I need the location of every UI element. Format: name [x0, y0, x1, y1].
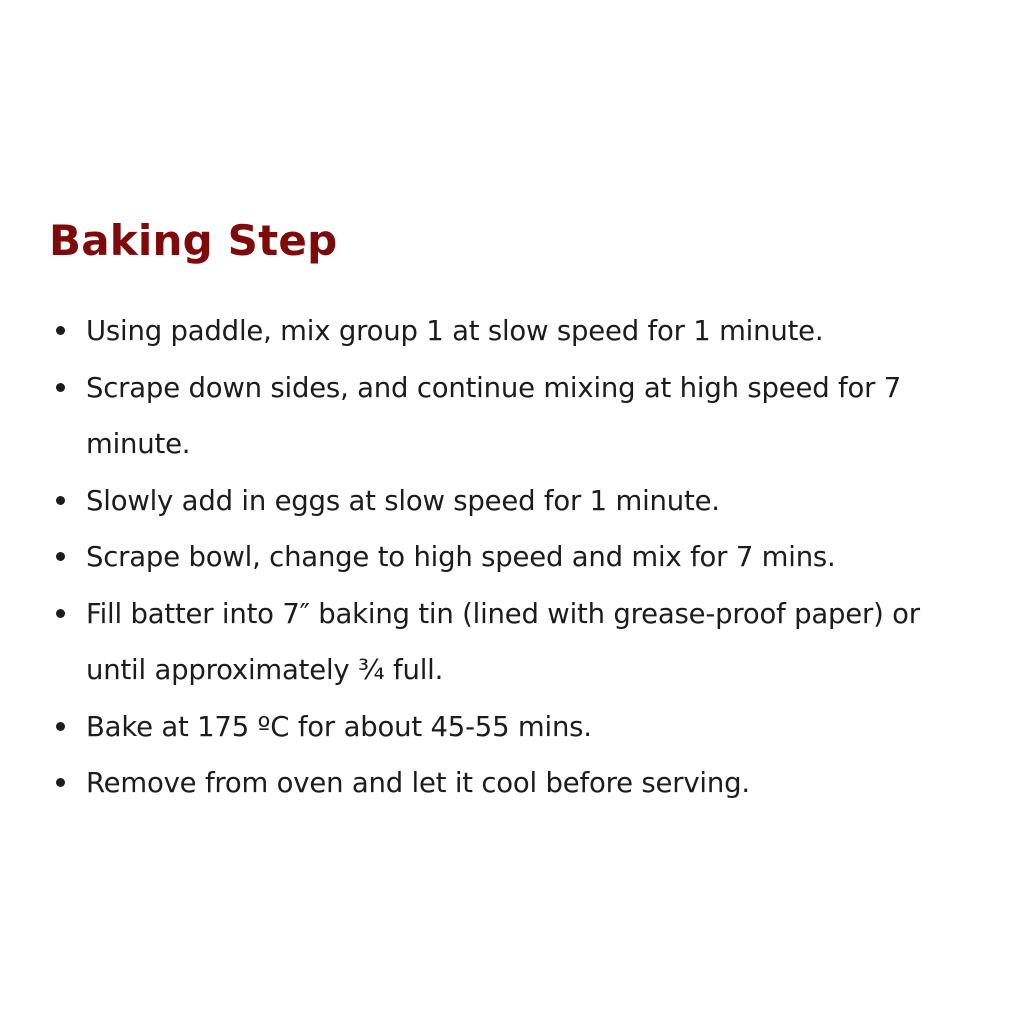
list-item [86, 699, 986, 756]
step-text: Slowly add in eggs at slow speed for 1 minute. [86, 484, 720, 517]
bullet-icon [56, 609, 65, 618]
step-text: Bake at 175 ºC for about 45-55 mins. [86, 710, 592, 743]
bullet-icon [56, 326, 65, 335]
list-item [86, 586, 986, 699]
baking-steps-list [86, 303, 986, 812]
list-item [86, 529, 986, 586]
step-text: Remove from oven and let it cool before serving. [86, 767, 750, 799]
list-item [86, 755, 986, 812]
bullet-icon [56, 722, 65, 731]
bullet-icon [56, 552, 65, 561]
step-text: Using paddle, mix group 1 at slow speed for 1 minute. [86, 315, 824, 347]
bullet-icon [56, 496, 65, 505]
bullet-icon [56, 383, 65, 392]
step-text: Fill batter into 7″ baking tin (lined with grease-proof paper) or until approximately ¾ full. [86, 597, 920, 686]
step-text: Scrape bowl, change to high speed and mix for 7 mins. [86, 541, 836, 573]
section-title: Baking Step [49, 216, 338, 265]
list-item [86, 303, 986, 360]
list-item [86, 360, 986, 473]
list-item [86, 473, 986, 530]
step-text: Scrape down sides, and continue mixing at high speed for 7 minute. [86, 371, 902, 460]
bullet-icon [56, 778, 65, 787]
